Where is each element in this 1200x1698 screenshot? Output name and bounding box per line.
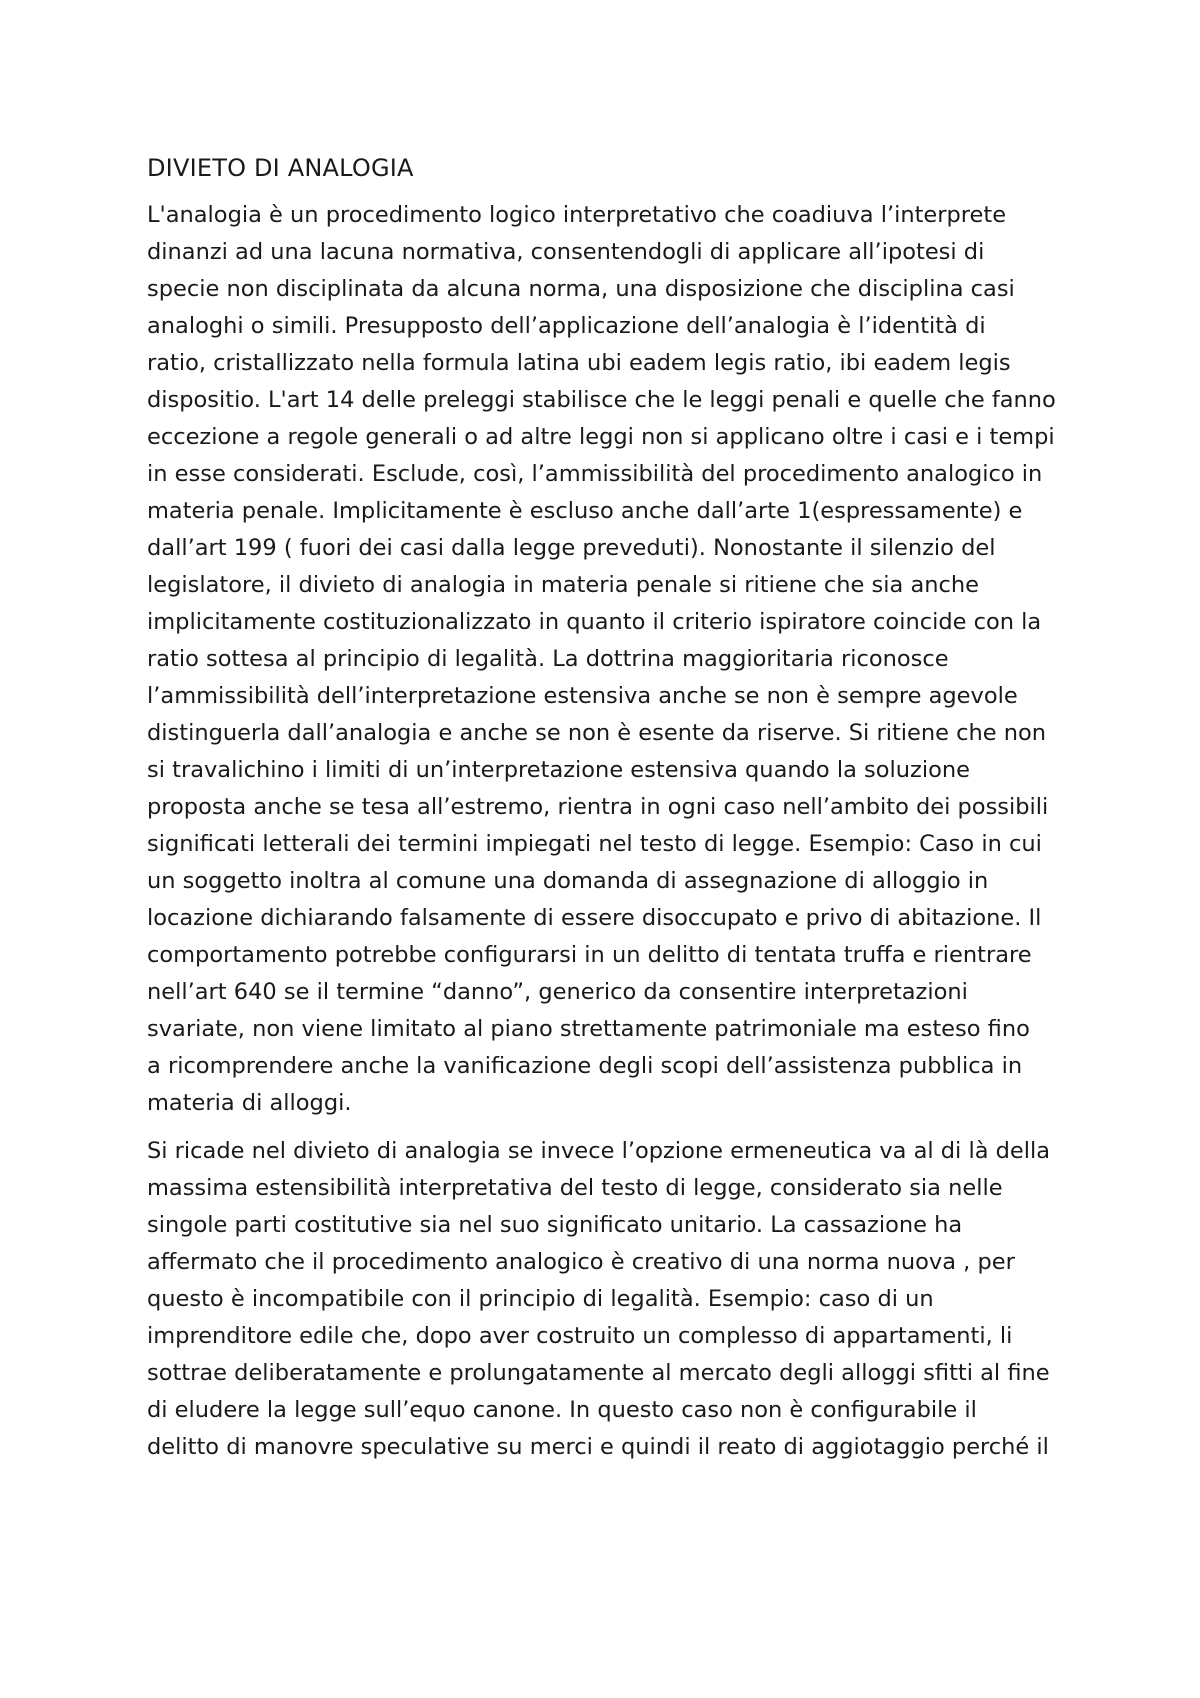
- text-line: materia penale. Implicitamente è escluso anche dall’arte 1(espressamente) e: [147, 498, 1023, 524]
- text-line: singole parti costitutive sia nel suo significato unitario. La cassazione ha: [147, 1212, 963, 1238]
- text-line: Si ricade nel divieto di analogia se invece l’opzione ermeneutica va al di là della: [147, 1138, 1051, 1164]
- text-line: di eludere la legge sull’equo canone. In questo caso non è configurabile il: [147, 1397, 977, 1423]
- text-line: legislatore, il divieto di analogia in materia penale si ritiene che sia anche: [147, 572, 979, 598]
- text-line: massima estensibilità interpretativa del testo di legge, considerato sia nelle: [147, 1175, 1003, 1201]
- text-line: un soggetto inoltra al comune una domanda di assegnazione di alloggio in: [147, 868, 989, 894]
- paragraph-2: [147, 1133, 1067, 1466]
- text-line: a ricomprendere anche la vanificazione degli scopi dell’assistenza pubblica in: [147, 1053, 1023, 1079]
- text-line: locazione dichiarando falsamente di essere disoccupato e privo di abitazione. Il: [147, 905, 1042, 931]
- text-line: svariate, non viene limitato al piano strettamente patrimoniale ma esteso fino: [147, 1016, 1030, 1042]
- text-line: delitto di manovre speculative su merci e quindi il reato di aggiotaggio perché il: [147, 1434, 1049, 1460]
- text-line: implicitamente costituzionalizzato in quanto il criterio ispiratore coincide con la: [147, 609, 1042, 635]
- text-line: si travalichino i limiti di un’interpretazione estensiva quando la soluzione: [147, 757, 970, 783]
- text-line: distinguerla dall’analogia e anche se non è esente da riserve. Si ritiene che non: [147, 720, 1047, 746]
- text-line: l’ammissibilità dell’interpretazione estensiva anche se non è sempre agevole: [147, 683, 1018, 709]
- text-line: dispositio. L'art 14 delle preleggi stabilisce che le leggi penali e quelle che fanno: [147, 387, 1056, 413]
- text-line: comportamento potrebbe configurarsi in un delitto di tentata truffa e rientrare: [147, 942, 1032, 968]
- text-line: L'analogia è un procedimento logico interpretativo che coadiuva l’interprete: [147, 202, 1007, 228]
- paragraph-1: [147, 197, 1067, 1122]
- text-line: questo è incompatibile con il principio di legalità. Esempio: caso di un: [147, 1286, 934, 1312]
- text-line: sottrae deliberatamente e prolungatamente al mercato degli alloggi sfitti al fine: [147, 1360, 1050, 1386]
- document-title: DIVIETO DI ANALOGIA: [147, 154, 414, 182]
- text-line: specie non disciplinata da alcuna norma, una disposizione che disciplina casi: [147, 276, 1015, 302]
- text-line: imprenditore edile che, dopo aver costruito un complesso di appartamenti, li: [147, 1323, 1013, 1349]
- text-line: ratio sottesa al principio di legalità. La dottrina maggioritaria riconosce: [147, 646, 949, 672]
- text-line: analoghi o simili. Presupposto dell’applicazione dell’analogia è l’identità di: [147, 313, 986, 339]
- text-line: in esse considerati. Esclude, così, l’ammissibilità del procedimento analogico in: [147, 461, 1043, 487]
- text-line: significati letterali dei termini impiegati nel testo di legge. Esempio: Caso in cui: [147, 831, 1042, 857]
- paragraph-list: [147, 197, 1067, 1466]
- text-line: eccezione a regole generali o ad altre leggi non si applicano oltre i casi e i tempi: [147, 424, 1055, 450]
- text-line: dall’art 199 ( fuori dei casi dalla legge preveduti). Nonostante il silenzio del: [147, 535, 996, 561]
- text-line: nell’art 640 se il termine “danno”, generico da consentire interpretazioni: [147, 979, 968, 1005]
- text-line: materia di alloggi.: [147, 1090, 352, 1116]
- text-line: affermato che il procedimento analogico è creativo di una norma nuova , per: [147, 1249, 1015, 1275]
- document-body: [147, 150, 1067, 1477]
- text-line: proposta anche se tesa all’estremo, rientra in ogni caso nell’ambito dei possibili: [147, 794, 1049, 820]
- text-line: dinanzi ad una lacuna normativa, consentendogli di applicare all’ipotesi di: [147, 239, 985, 265]
- text-line: ratio, cristallizzato nella formula latina ubi eadem legis ratio, ibi eadem legis: [147, 350, 1011, 376]
